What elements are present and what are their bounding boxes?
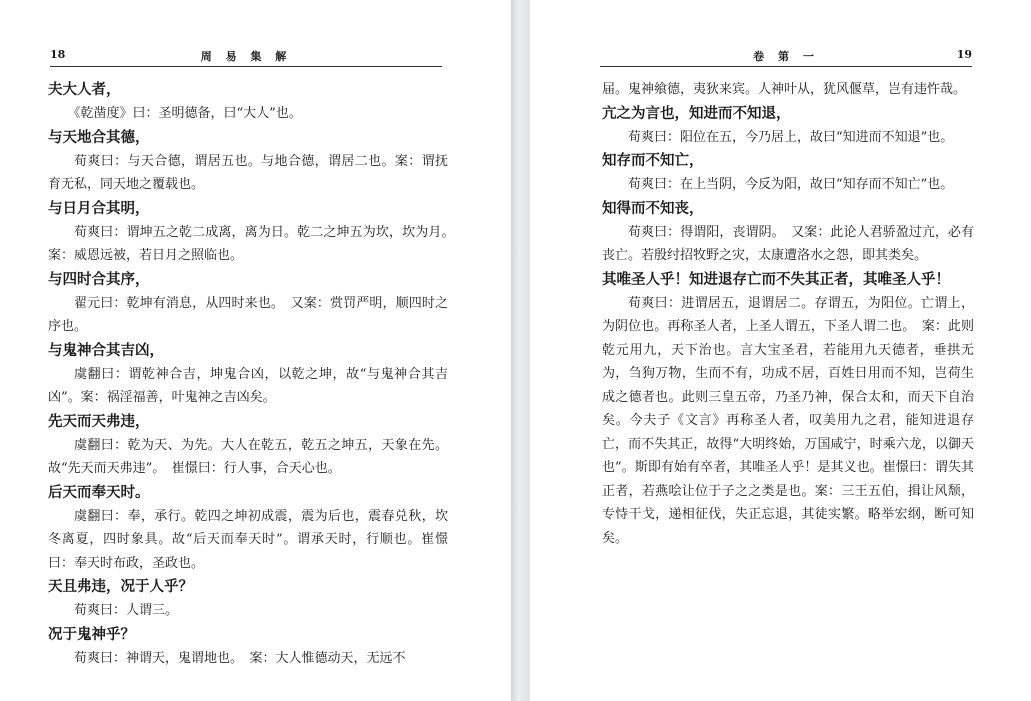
commentary-paragraph: 翟元曰：乾坤有消息，从四时来也。 又案：赏罚严明，顺四时之序也。 [48, 295, 448, 334]
verse-heading: 与天地合其德， [48, 128, 150, 146]
right-page-number: 19 [956, 48, 972, 61]
verse-heading: 后天而奉天时。 [48, 483, 150, 501]
verse-heading: 知得而不知丧， [602, 199, 704, 217]
right-page-body [602, 78, 974, 550]
left-running-title: 周 易 集 解 [200, 50, 292, 63]
commentary-line: 荀爽曰：人谓三。 [48, 603, 179, 618]
left-running-header [50, 46, 442, 67]
verse-heading: 与鬼神合其吉凶， [48, 341, 164, 359]
verse-heading: 夫大人者， [48, 81, 121, 98]
left-page [0, 0, 511, 701]
commentary-line: 荀爽曰：阳位在五，今乃居上，故曰“知进而不知退”也。 [602, 129, 954, 145]
page-gutter [511, 0, 530, 701]
verse-heading: 先天而天弗违， [48, 412, 150, 430]
verse-heading: 亢之为言也，知进而不知退， [602, 104, 791, 122]
commentary-paragraph: 荀爽曰：进谓居五，退谓居二。存谓五，为阳位。亡谓上，为阴位也。再称圣人者，上圣人谓五，下圣人谓二也。 案：此则乾元用九，天下治也。言大宝圣君，若能用九天德者，垂拱无为，刍狗万物，生而不有，功成不居，百姓日用而不知，岂荷生成之德者也。此则三皇五帝，乃圣乃神，保合太和，而天下自治矣。今夫子《文言》再称圣人者，叹美用九之君，能知进退存亡，而不失其正，故得“大明终始，万国咸宁，时乘六龙，以御天也”。斯即有始有卒者，其唯圣人乎！是其义也。崔憬曰：谓失其正者，若燕哙让位于子之之类是也。案：三王五伯，揖让风颓，专恃干戈，递相征伐，失正忘退，其徒实繁。略举宏纲，断可知矣。 [602, 295, 974, 546]
verse-heading: 天且弗违，况于人乎？ [48, 578, 193, 595]
verse-heading: 况于鬼神乎？ [48, 625, 135, 643]
right-running-header [600, 46, 972, 67]
commentary-paragraph: 荀爽曰：得谓阳，丧谓阴。 又案：此论人君骄盈过亢，必有丧亡。若殷纣招牧野之灾，太康遭洛水之怨，即其类矣。 [602, 224, 974, 263]
commentary-paragraph: 荀爽曰：与天合德，谓居五也。与地合德，谓居二也。案：谓抚育无私，同天地之覆载也。 [48, 153, 448, 192]
commentary-line: 《乾凿度》曰：圣明德备，曰“大人”也。 [48, 106, 302, 121]
commentary-line: 届。鬼神飨德，夷狄来宾。人神叶从，犹风偃草，岂有违忤哉。 [602, 82, 967, 97]
verse-heading: 其唯圣人乎！知进退存亡而不失其正者，其唯圣人乎！ [602, 270, 950, 288]
right-running-title: 卷 第 一 [753, 50, 819, 63]
commentary-line: 荀爽曰：神谓天，鬼谓地也。 案：大人惟德动天，无远不 [48, 650, 406, 666]
commentary-paragraph: 虞翻曰：奉，承行。乾四之坤初成震，震为后也，震春兑秋，坎冬离夏，四时象具。故“后天而奉天时”。谓承天时，行顺也。崔憬曰：奉天时布政，圣政也。 [48, 508, 448, 571]
verse-heading: 知存而不知亡， [602, 152, 704, 169]
commentary-line: 荀爽曰：在上当阴，今反为阳，故曰“知存而不知亡”也。 [602, 177, 954, 192]
verse-heading: 与日月合其明， [48, 199, 150, 217]
commentary-paragraph: 虞翻曰：谓乾神合吉，坤鬼合凶，以乾之坤，故“与鬼神合其吉凶”。案：祸淫福善，叶鬼神之吉凶矣。 [48, 366, 448, 405]
commentary-paragraph: 荀爽曰：谓坤五之乾二成离，离为日。乾二之坤五为坎，坎为月。 案：威恩远被，若日月之照临也。 [48, 224, 462, 263]
right-page [530, 0, 1031, 701]
commentary-paragraph: 虞翻曰：乾为天、为先。大人在乾五，乾五之坤五，天象在先。故“先天而天弗违”。 崔憬曰：行人事，合天心也。 [48, 437, 448, 476]
left-page-number: 18 [50, 48, 66, 61]
verse-heading: 与四时合其序， [48, 270, 150, 288]
left-page-body [48, 78, 462, 670]
